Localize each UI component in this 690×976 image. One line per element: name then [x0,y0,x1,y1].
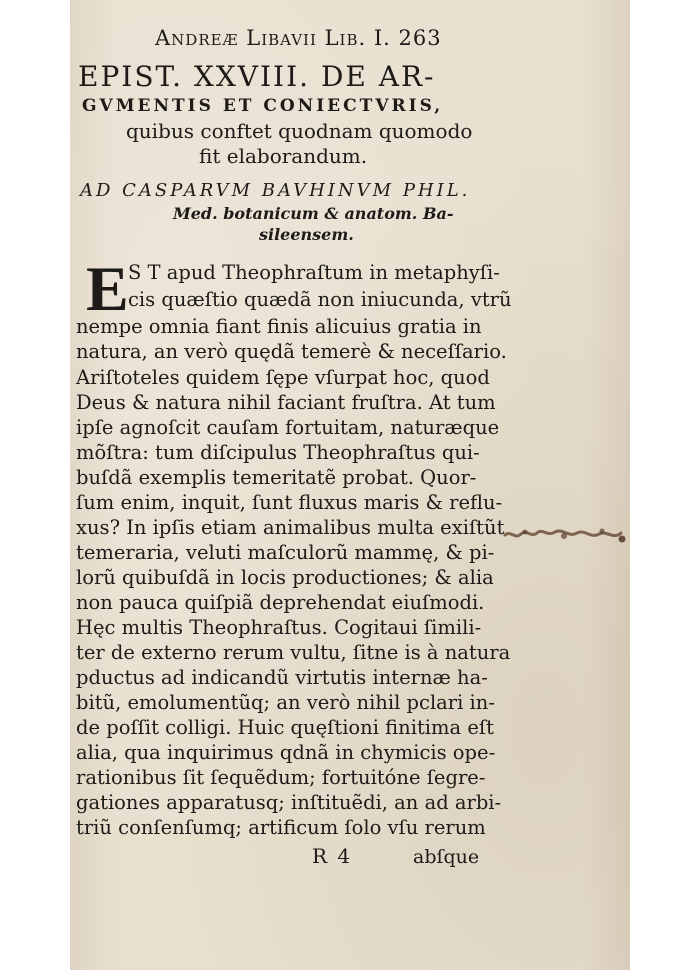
body-line: ſum enim, inquit, ſunt fluxus maris & reflu- [76,491,503,514]
book-page [70,0,630,970]
body-line: buſdã exemplis temeritatẽ probat. Quor- [76,466,477,489]
epistle-title-line-3: quibus conftet quodnam quomodo [126,119,473,143]
body-line: lorũ quibuſdã in locis productiones; & alia [76,566,494,589]
body-line: cis quæſtio quædã non iniucunda, vtrũ [128,288,512,311]
body-line: Ariſtoteles quidem ſępe vſurpat hoc, quod [76,366,490,389]
address-line-2: Med. botanicum & anatom. Ba- [173,204,454,223]
body-line: temeraria, veluti maſculorũ mammę, & pi- [76,541,495,564]
body-line: rationibus ſit ſequẽdum; fortuitóne ſegre- [76,766,486,789]
body-line: mõſtra: tum diſcipulus Theophraſtus qui- [76,441,480,464]
signature-mark: R 4 [312,844,353,868]
body-line: nempe omnia fiant finis alicuius gratia in [76,315,482,338]
body-line: natura, an verò quędã temerè & neceſſario. [76,340,507,363]
epistle-title-line-1: EPIST. XXVIII. DE AR- [78,60,436,93]
body-line: S T apud Theophraſtum in metaphyſi- [128,261,500,284]
address-line-3: sileensem. [259,225,354,244]
body-line: Hęc multis Theophraſtus. Cogitaui ſimili- [76,616,482,639]
body-line: Deus & natura nihil faciant fruſtra. At tum [76,391,496,414]
body-line: bitũ, emolumentũq; an verò nihil pclari in- [76,691,495,714]
ink-blot-mark [503,520,627,548]
body-line: gationes apparatusq; inſtituẽdi, an ad arbi- [76,791,502,814]
body-line: triũ conſenſumq; artificum ſolo vſu rerum [76,816,486,839]
epistle-title-line-2: GVMENTIS ET CONIECTVRIS, [82,96,444,116]
body-line: non pauca quiſpiã deprehendat eiuſmodi. [76,591,485,614]
catchword: abſque [413,846,480,868]
epistle-title-line-4: fit elaborandum. [199,144,368,168]
body-line: xus? In ipſis etiam animalibus multa exiſtũt [76,516,505,539]
running-head: Andreæ Libavii Lib. I. 263 [155,26,442,50]
body-line: ipſe agnoſcit cauſam fortuitam, naturæque [76,416,500,439]
drop-cap: E [86,253,129,324]
body-line: ter de externo rerum vultu, ſitne is à natura [76,641,511,664]
body-line: alia, qua inquirimus qdnã in chymicis ope- [76,741,496,764]
address-line-1: AD CASPARVM BAVHINVM PHIL. [80,180,471,201]
body-line: pductus ad indicandũ virtutis internæ ha- [76,666,488,689]
body-line: de poſſit colligi. Huic quęſtioni finitima eſt [76,716,494,739]
